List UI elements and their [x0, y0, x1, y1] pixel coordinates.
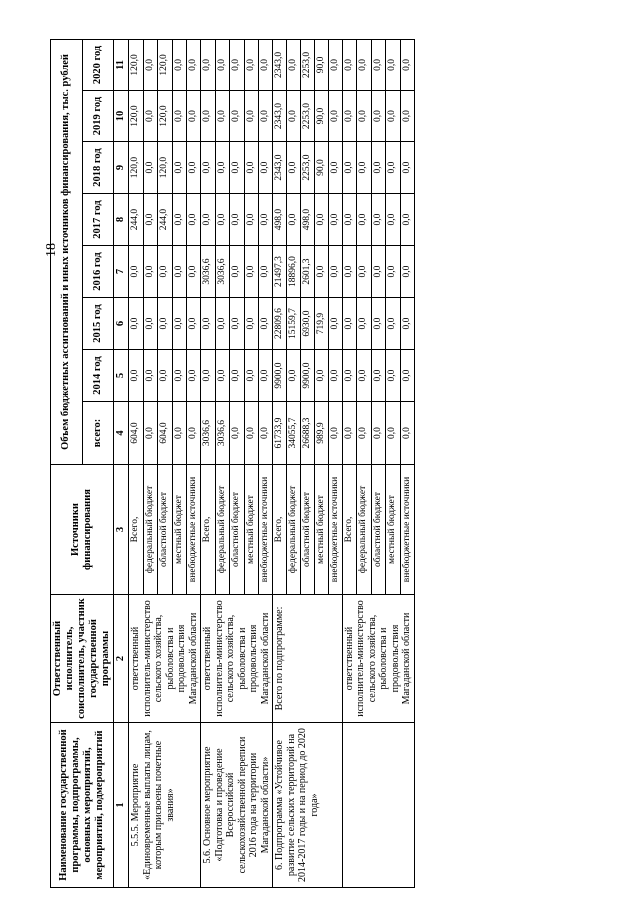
- value-year: 0,0: [186, 246, 200, 298]
- table-row: [201, 39, 215, 887]
- funding-source: местный бюджет: [172, 465, 186, 595]
- item-name: 5.5.5. Мероприятие «Единовременные выплаты лицам, которым присвоены почетные звания»: [129, 723, 201, 888]
- value-year: 0,0: [143, 194, 157, 246]
- value-year: 0,0: [342, 91, 356, 142]
- value-year: 0,0: [258, 246, 272, 298]
- value-total: 0,0: [143, 402, 157, 465]
- value-year: 0,0: [186, 298, 200, 350]
- responsible-executor: ответственный исполнитель-министерство сельского хозяйства, рыболовства и продовольствия Магаданской области: [342, 595, 414, 723]
- value-year: 0,0: [357, 194, 371, 246]
- value-year: 0,0: [215, 39, 229, 90]
- value-year: 0,0: [329, 39, 343, 90]
- value-year: 0,0: [386, 246, 400, 298]
- column-index: 10: [114, 91, 129, 142]
- funding-source: местный бюджет: [244, 465, 258, 595]
- value-year: 0,0: [386, 142, 400, 194]
- value-total: 989,9: [315, 402, 329, 465]
- funding-source: внебюджетные источники: [258, 465, 272, 595]
- funding-source: областной бюджет: [371, 465, 385, 595]
- value-year: 0,0: [215, 350, 229, 402]
- rotated-page-content: [50, 40, 614, 888]
- value-year: 0,0: [371, 142, 385, 194]
- value-year: 0,0: [186, 91, 200, 142]
- value-year: 120,0: [158, 91, 172, 142]
- funding-source: местный бюджет: [386, 465, 400, 595]
- value-year: 0,0: [400, 39, 414, 90]
- value-total: 0,0: [400, 402, 414, 465]
- value-year: 0,0: [287, 142, 301, 194]
- value-year: 0,0: [386, 350, 400, 402]
- value-year: 0,0: [258, 91, 272, 142]
- value-total: 0,0: [244, 402, 258, 465]
- value-year: 0,0: [129, 246, 143, 298]
- value-year: 22809,6: [273, 298, 287, 350]
- value-year: 0,0: [287, 91, 301, 142]
- value-year: 0,0: [244, 39, 258, 90]
- value-year: 244,0: [158, 194, 172, 246]
- column-index: 7: [114, 246, 129, 298]
- funding-source: Всего,: [342, 465, 356, 595]
- responsible-executor: Всего по подпрограмме:: [273, 595, 343, 723]
- value-year: 0,0: [186, 350, 200, 402]
- column-index: 5: [114, 350, 129, 402]
- value-year: 0,0: [172, 298, 186, 350]
- value-year: 498,0: [301, 194, 315, 246]
- value-year: 0,0: [386, 194, 400, 246]
- value-year: 0,0: [230, 91, 244, 142]
- value-year: 0,0: [258, 142, 272, 194]
- value-total: 0,0: [230, 402, 244, 465]
- value-total: 0,0: [342, 402, 356, 465]
- value-year: 0,0: [357, 142, 371, 194]
- value-year: 0,0: [143, 350, 157, 402]
- value-year: 0,0: [329, 246, 343, 298]
- item-name: 5.6. Основное мероприятие «Подготовка и проведение Всероссийской сельскохозяйственной переписи 2016 года на территории Магаданской области»: [201, 723, 273, 888]
- value-year: 0,0: [342, 350, 356, 402]
- value-year: 18896,0: [287, 246, 301, 298]
- value-year: 0,0: [400, 91, 414, 142]
- funding-source: внебюджетные источники: [186, 465, 200, 595]
- header-year: 2019 год: [82, 91, 114, 142]
- value-year: 0,0: [342, 298, 356, 350]
- value-total: 61733,9: [273, 402, 287, 465]
- value-year: 0,0: [371, 246, 385, 298]
- value-year: 120,0: [129, 39, 143, 90]
- column-index: 4: [114, 402, 129, 465]
- header-year: 2018 год: [82, 142, 114, 194]
- value-year: 0,0: [342, 194, 356, 246]
- header-source: Источники финансирования: [51, 465, 114, 595]
- column-index: 1: [114, 723, 129, 888]
- value-year: 0,0: [186, 194, 200, 246]
- value-year: 90,0: [315, 91, 329, 142]
- value-year: 0,0: [143, 91, 157, 142]
- value-year: 0,0: [201, 39, 215, 90]
- value-year: 2253,0: [301, 91, 315, 142]
- value-year: 0,0: [386, 298, 400, 350]
- value-year: 0,0: [215, 194, 229, 246]
- value-year: 0,0: [201, 350, 215, 402]
- value-year: 0,0: [329, 194, 343, 246]
- value-year: 0,0: [342, 142, 356, 194]
- value-year: 0,0: [172, 350, 186, 402]
- value-total: 0,0: [357, 402, 371, 465]
- value-year: 0,0: [244, 142, 258, 194]
- value-year: 9900,0: [273, 350, 287, 402]
- table-row: [273, 39, 287, 887]
- value-year: 0,0: [230, 194, 244, 246]
- responsible-executor: ответственный исполнитель-министерство сельского хозяйства, рыболовства и продовольствия Магаданской области: [201, 595, 273, 723]
- value-year: 0,0: [258, 194, 272, 246]
- value-year: 0,0: [201, 194, 215, 246]
- value-year: 0,0: [158, 350, 172, 402]
- value-total: 26688,3: [301, 402, 315, 465]
- value-year: 90,0: [315, 142, 329, 194]
- value-year: 0,0: [215, 298, 229, 350]
- value-total: 3036,6: [215, 402, 229, 465]
- table-row: [129, 39, 143, 887]
- financing-table: [50, 39, 415, 888]
- header-year: 2016 год: [82, 246, 114, 298]
- value-year: 0,0: [201, 298, 215, 350]
- value-year: 0,0: [230, 142, 244, 194]
- value-year: 0,0: [172, 194, 186, 246]
- value-year: 0,0: [329, 142, 343, 194]
- value-year: 0,0: [215, 142, 229, 194]
- value-year: 0,0: [143, 298, 157, 350]
- value-year: 0,0: [129, 298, 143, 350]
- funding-source: Всего,: [201, 465, 215, 595]
- item-name: 6. Подпрограмма «Устойчивое развитие сельских территорий на 2014-2017 годы и на период до 2020 года»: [273, 723, 343, 888]
- value-year: 0,0: [287, 194, 301, 246]
- value-year: 0,0: [400, 142, 414, 194]
- header-funding: Объем бюджетных ассигнований и иных источников финансирования, тыс. рублей: [51, 39, 83, 464]
- funding-source: внебюджетные источники: [329, 465, 343, 595]
- value-year: 2343,0: [273, 39, 287, 90]
- header-year: 2017 год: [82, 194, 114, 246]
- value-year: 2253,0: [301, 39, 315, 90]
- value-year: 0,0: [386, 91, 400, 142]
- value-total: 0,0: [172, 402, 186, 465]
- value-year: 0,0: [287, 350, 301, 402]
- value-year: 0,0: [400, 298, 414, 350]
- header-name: Наименование государственной программы, подпрограммы, основных мероприятий, мероприятий, подмероприятий: [51, 723, 114, 888]
- value-total: 34055,7: [287, 402, 301, 465]
- table-row: [342, 39, 356, 887]
- value-year: 0,0: [172, 142, 186, 194]
- value-year: 0,0: [230, 350, 244, 402]
- value-year: 2253,0: [301, 142, 315, 194]
- value-year: 0,0: [357, 298, 371, 350]
- funding-source: федеральный бюджет: [143, 465, 157, 595]
- value-year: 0,0: [201, 142, 215, 194]
- value-year: 0,0: [371, 298, 385, 350]
- value-year: 15159,7: [287, 298, 301, 350]
- value-year: 0,0: [172, 39, 186, 90]
- value-total: 0,0: [386, 402, 400, 465]
- value-year: 0,0: [172, 91, 186, 142]
- value-year: 0,0: [329, 298, 343, 350]
- header-year: 2015 год: [82, 298, 114, 350]
- value-year: 0,0: [244, 350, 258, 402]
- header-year: 2014 год: [82, 350, 114, 402]
- value-year: 6930,0: [301, 298, 315, 350]
- value-year: 2601,3: [301, 246, 315, 298]
- value-year: 0,0: [371, 350, 385, 402]
- value-year: 0,0: [129, 350, 143, 402]
- value-year: 0,0: [230, 246, 244, 298]
- value-year: 0,0: [400, 246, 414, 298]
- value-year: 719,9: [315, 298, 329, 350]
- value-total: 0,0: [329, 402, 343, 465]
- value-year: 0,0: [400, 194, 414, 246]
- value-total: 604,0: [158, 402, 172, 465]
- value-total: 604,0: [129, 402, 143, 465]
- value-year: 0,0: [172, 246, 186, 298]
- value-year: 0,0: [386, 39, 400, 90]
- column-index: 9: [114, 142, 129, 194]
- item-name: [342, 723, 414, 888]
- header-total: всего:: [82, 402, 114, 465]
- value-year: 0,0: [315, 194, 329, 246]
- value-year: 0,0: [342, 246, 356, 298]
- table-body: [129, 39, 415, 887]
- value-total: 0,0: [258, 402, 272, 465]
- value-year: 21497,3: [273, 246, 287, 298]
- value-total: 0,0: [186, 402, 200, 465]
- value-year: 0,0: [371, 91, 385, 142]
- value-year: 0,0: [329, 350, 343, 402]
- value-year: 0,0: [215, 91, 229, 142]
- value-year: 0,0: [244, 91, 258, 142]
- value-total: 3036,6: [201, 402, 215, 465]
- value-year: 0,0: [357, 39, 371, 90]
- value-year: 0,0: [258, 298, 272, 350]
- table-header: [51, 39, 129, 887]
- page-number: 18: [44, 243, 59, 257]
- value-year: 0,0: [143, 246, 157, 298]
- value-year: 0,0: [158, 298, 172, 350]
- value-year: 0,0: [244, 194, 258, 246]
- value-year: 0,0: [186, 39, 200, 90]
- funding-source: областной бюджет: [230, 465, 244, 595]
- value-year: 0,0: [244, 298, 258, 350]
- value-year: 0,0: [400, 350, 414, 402]
- value-year: 0,0: [315, 246, 329, 298]
- value-year: 0,0: [258, 350, 272, 402]
- value-year: 2343,0: [273, 142, 287, 194]
- value-year: 0,0: [371, 194, 385, 246]
- value-year: 0,0: [186, 142, 200, 194]
- value-year: 0,0: [230, 39, 244, 90]
- column-index: 8: [114, 194, 129, 246]
- funding-source: областной бюджет: [158, 465, 172, 595]
- value-year: 120,0: [129, 91, 143, 142]
- value-year: 0,0: [258, 39, 272, 90]
- value-year: 9900,0: [301, 350, 315, 402]
- value-year: 120,0: [129, 142, 143, 194]
- responsible-executor: ответственный исполнитель-министерство сельского хозяйства, рыболовства и продовольствия Магаданской области: [129, 595, 201, 723]
- value-year: 0,0: [158, 246, 172, 298]
- funding-source: федеральный бюджет: [287, 465, 301, 595]
- value-year: 3036,6: [201, 246, 215, 298]
- funding-source: Всего,: [273, 465, 287, 595]
- funding-source: федеральный бюджет: [357, 465, 371, 595]
- funding-source: областной бюджет: [301, 465, 315, 595]
- column-index-row: [114, 39, 129, 887]
- value-year: 0,0: [143, 142, 157, 194]
- value-year: 0,0: [357, 246, 371, 298]
- funding-source: федеральный бюджет: [215, 465, 229, 595]
- column-index: 11: [114, 39, 129, 90]
- column-index: 6: [114, 298, 129, 350]
- value-total: 0,0: [371, 402, 385, 465]
- value-year: 0,0: [230, 298, 244, 350]
- funding-source: внебюджетные источники: [400, 465, 414, 595]
- value-year: 3036,6: [215, 246, 229, 298]
- column-index: 3: [114, 465, 129, 595]
- header-responsible: Ответственный исполнитель, соисполнитель, участник государственной программы: [51, 595, 114, 723]
- value-year: 0,0: [244, 246, 258, 298]
- value-year: 0,0: [143, 39, 157, 90]
- funding-source: местный бюджет: [315, 465, 329, 595]
- value-year: 498,0: [273, 194, 287, 246]
- value-year: 90,0: [315, 39, 329, 90]
- value-year: 244,0: [129, 194, 143, 246]
- header-year: 2020 год: [82, 39, 114, 90]
- value-year: 2343,0: [273, 91, 287, 142]
- value-year: 0,0: [371, 39, 385, 90]
- value-year: 120,0: [158, 39, 172, 90]
- value-year: 0,0: [201, 91, 215, 142]
- value-year: 0,0: [357, 350, 371, 402]
- funding-source: Всего,: [129, 465, 143, 595]
- value-year: 0,0: [315, 350, 329, 402]
- value-year: 0,0: [329, 91, 343, 142]
- column-index: 2: [114, 595, 129, 723]
- value-year: 0,0: [357, 91, 371, 142]
- value-year: 120,0: [158, 142, 172, 194]
- value-year: 0,0: [342, 39, 356, 90]
- value-year: 0,0: [287, 39, 301, 90]
